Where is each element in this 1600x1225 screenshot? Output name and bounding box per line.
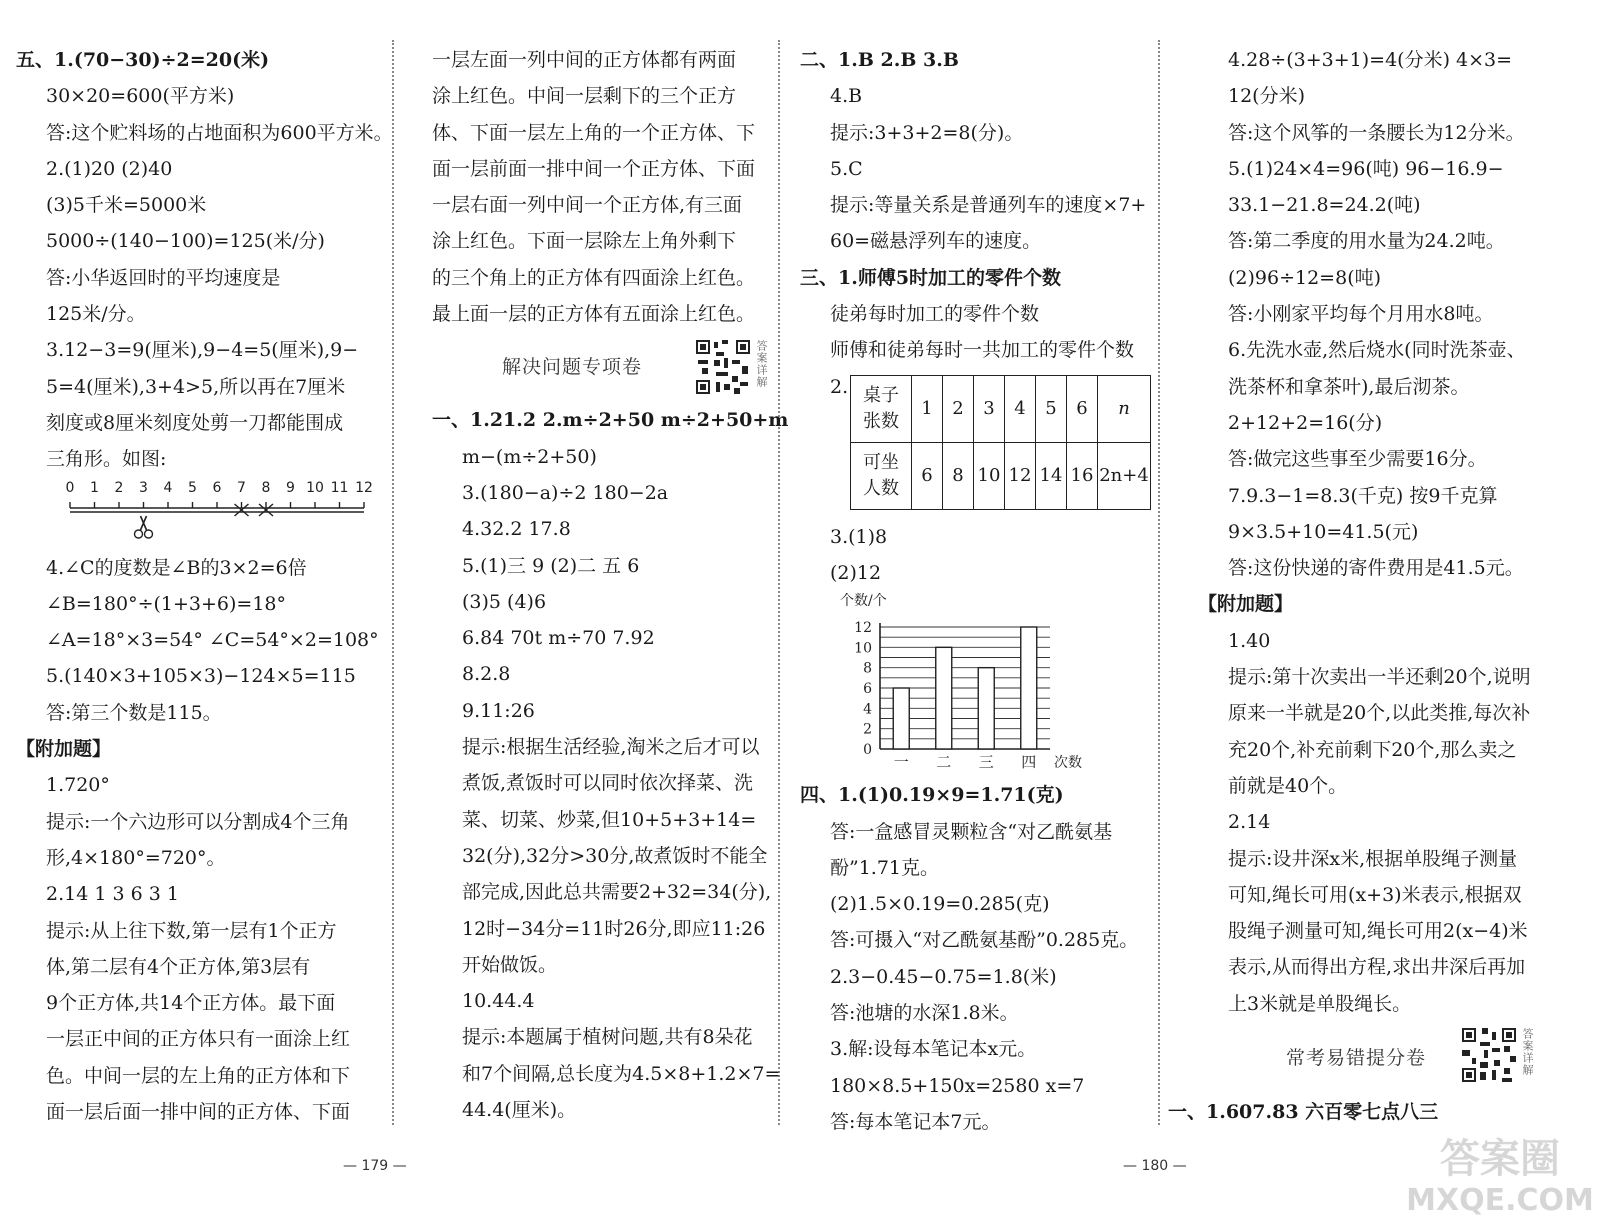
answer-line: 三、1.师傅5时加工的零件个数	[800, 266, 1062, 289]
hint-line: 菜、切菜、炒菜,但10+5+3+14=	[462, 808, 757, 831]
hint-line: 股绳子测量可知,绳长可用2(x−4)米	[1228, 920, 1528, 943]
answer-line: 5000÷(140−100)=125(米/分)	[46, 230, 325, 253]
bonus-heading: 【附加题】	[1198, 593, 1294, 616]
bar	[978, 668, 994, 749]
bar-chart	[800, 591, 1170, 777]
answer-line: 3.(180−a)÷2 180−2a	[462, 481, 669, 504]
hint-line: 开始做饭。	[462, 953, 558, 976]
hint-line: 提示:从上往下数,第一层有1个正方	[46, 919, 337, 942]
table-cell: 1	[912, 375, 943, 442]
page-number-left: — 179 —	[343, 1158, 407, 1174]
bonus-heading: 【附加题】	[16, 738, 112, 761]
answer-line: 一、1.607.83 六百零七点八三	[1168, 1101, 1439, 1124]
qr-code[interactable]	[1460, 1026, 1518, 1084]
answer-line: 6.84 70t m÷70 7.92	[462, 627, 655, 650]
answer-line: (3)5 (4)6	[462, 590, 547, 613]
answer-line: 12(分米)	[1228, 85, 1306, 108]
answer-line: 5.(1)三 9 (2)二 五 6	[462, 554, 640, 577]
answer-column-4	[1168, 42, 1594, 1130]
table-cell: 6	[1067, 375, 1098, 442]
answer-line: 5.C	[830, 157, 863, 180]
answer-line: 3.解:设每本笔记本x元。	[830, 1038, 1037, 1061]
hint-line: 形,4×180°=720°。	[46, 846, 226, 869]
answer-line: 二、1.B 2.B 3.B	[800, 49, 959, 71]
hint-line: 提示:一个六边形可以分割成4个三角	[46, 810, 350, 833]
column-divider-1	[392, 40, 394, 1125]
hint-line: 面一层前面一排中间一个正方体、下面	[432, 157, 756, 180]
y-tick-label: 4	[863, 701, 872, 718]
hint-line: 44.4(厘米)。	[462, 1099, 577, 1122]
answer-line: 33.1−21.8=24.2(吨)	[1228, 194, 1421, 217]
answer-column-3	[800, 42, 1170, 1140]
hint-line: 32(分),32分>30分,故煮饭时不能全	[462, 844, 768, 867]
answer-line: 9.11:26	[462, 699, 535, 722]
ruler-tick-label: 0	[65, 479, 75, 496]
answer-line: 2+12+2=16(分)	[1228, 411, 1383, 434]
x-tick-label: 四	[1021, 753, 1037, 772]
ruler-tick-label: 11	[330, 479, 349, 496]
hint-line: 和7个间隔,总长度为4.5×8+1.2×7=	[462, 1062, 781, 1085]
answer-line: 刻度或8厘米刻度处剪一刀都能围成	[46, 411, 344, 434]
answer-line: 5.(140×3+105×3)−124×5=115	[46, 665, 356, 688]
x-tick-label: 一	[893, 753, 909, 772]
hint-line: 前就是40个。	[1228, 774, 1348, 797]
hint-line: 提示:设井深x米,根据单股绳子测量	[1228, 847, 1518, 870]
y-tick-label: 2	[863, 721, 872, 738]
hint-line: 提示:3+3+2=8(分)。	[830, 121, 1024, 144]
answer-line: 4.∠C的度数是∠B的3×2=6倍	[46, 556, 307, 579]
page-number-right: — 180 —	[1123, 1158, 1187, 1174]
answer-line: 答:小刚家平均每个月用水8吨。	[1228, 303, 1494, 326]
ruler-tick-label: 4	[163, 479, 173, 496]
answer-line: 9×3.5+10=41.5(元)	[1228, 520, 1419, 543]
bar	[1021, 627, 1037, 749]
hint-line: 原来一半就是20个,以此类推,每次补	[1228, 702, 1531, 725]
table-cell: 16	[1067, 442, 1098, 509]
answer-line: 答:池塘的水深1.8米。	[830, 1002, 1019, 1025]
qr-code-icon	[1460, 1026, 1518, 1084]
answer-line: (2)12	[830, 561, 882, 584]
table-cell: 14	[1036, 442, 1067, 509]
answer-line: 一、1.21.2 2.m÷2+50 m÷2+50+m	[432, 409, 789, 432]
answer-line: ∠B=180°÷(1+3+6)=18°	[46, 592, 287, 615]
ruler-tick-label: 5	[188, 479, 197, 496]
table-row-header: 可坐 人数	[851, 442, 912, 509]
x-tick-label: 二	[936, 753, 952, 772]
answer-line: 2.	[830, 375, 849, 398]
svg-text:答案圈: 答案圈	[1440, 1136, 1560, 1182]
table-cell: 8	[943, 442, 974, 509]
answer-line: (2)96÷12=8(吨)	[1228, 266, 1382, 289]
answer-line: 答:小华返回时的平均速度是	[46, 266, 281, 289]
answer-line: 4.32.2 17.8	[462, 518, 571, 541]
hint-line: 可知,绳长可用(x+3)米表示,根据双	[1228, 883, 1522, 906]
ruler-tick-label: 9	[286, 479, 295, 496]
bar	[936, 648, 952, 750]
answer-line: 四、1.(1)0.19×9=1.71(克)	[800, 784, 1064, 807]
hint-line: 提示:本题属于植树问题,共有8朵花	[462, 1026, 753, 1049]
y-tick-label: 6	[863, 681, 872, 698]
answer-line: 3.12−3=9(厘米),9−4=5(厘米),9−	[46, 339, 359, 362]
table-cell: 5	[1036, 375, 1067, 442]
answer-line: 7.9.3−1=8.3(千克) 按9千克算	[1228, 484, 1498, 507]
answer-line: 2.14	[1228, 811, 1271, 834]
table-cell: 12	[1005, 442, 1036, 509]
y-axis-label: 个数/个	[840, 593, 887, 610]
ruler-tick-label: 3	[139, 479, 148, 496]
answer-line: 答:第二季度的用水量为24.2吨。	[1228, 230, 1505, 253]
answer-line: 4.B	[830, 85, 863, 108]
y-tick-label: 0	[863, 742, 872, 759]
hint-line: 60=磁悬浮列车的速度。	[830, 230, 1042, 253]
hint-line: 的三个角上的正方体有四面涂上红色。	[432, 266, 756, 289]
hint-line: 一层左面一列中间的正方体都有两面	[432, 49, 737, 71]
hint-line: 9个正方体,共14个正方体。最下面	[46, 992, 336, 1015]
tables-people-table	[850, 375, 1151, 510]
svg-text:MXQE.COM: MXQE.COM	[1406, 1183, 1594, 1218]
hint-line: 面一层后面一排中间的正方体、下面	[46, 1101, 351, 1124]
answer-line: (2)1.5×0.19=0.285(克)	[830, 893, 1050, 916]
ruler-tick-label: 2	[114, 479, 124, 496]
hint-line: 提示:等量关系是普通列车的速度×7+	[830, 194, 1147, 217]
answer-line: 徒弟每时加工的零件个数	[830, 303, 1040, 326]
answer-line: m−(m÷2+50)	[462, 445, 597, 468]
ruler-tick-label: 1	[90, 479, 99, 496]
answer-line: (3)5千米=5000米	[46, 194, 207, 217]
hint-line: 表示,从而得出方程,求出井深后再加	[1228, 956, 1526, 979]
qr-code-icon	[694, 338, 752, 396]
x-axis-label: 次数	[1054, 755, 1082, 772]
hint-line: 体,第二层有4个正方体,第3层有	[46, 955, 311, 978]
answer-line: 1.40	[1228, 629, 1271, 652]
table-cell: 2n+4	[1098, 442, 1151, 509]
answer-line: 答:这个贮料场的占地面积为600平方米。	[46, 121, 393, 144]
hint-line: 一层右面一列中间一个正方体,有三面	[432, 194, 743, 217]
section-title: 解决问题专项卷	[501, 356, 642, 379]
hint-line: 提示:根据生活经验,淘米之后才可以	[462, 736, 760, 759]
answer-line: 五、1.(70−30)÷2=20(米)	[16, 49, 270, 71]
answer-line: 酚”1.71克。	[830, 856, 940, 879]
table-cell: n	[1098, 375, 1151, 442]
hint-line: 色。中间一层的左上角的正方体和下	[46, 1064, 351, 1087]
answer-line: 答:可摄入“对乙酰氨基酚”0.285克。	[830, 929, 1139, 952]
hint-line: 最上面一层的正方体有五面涂上红色。	[432, 303, 756, 326]
hint-line: 充20个,补充前剩下20个,那么卖之	[1228, 738, 1517, 761]
section-header	[432, 332, 792, 402]
answer-line: 10.44.4	[462, 990, 535, 1013]
answer-line: 125米/分。	[46, 303, 146, 326]
qr-code[interactable]	[694, 338, 752, 396]
answer-line: 8.2.8	[462, 663, 511, 686]
x-tick-label: 三	[978, 753, 994, 772]
ruler-tick-label: 10	[306, 479, 324, 496]
table-cell: 10	[974, 442, 1005, 509]
answer-line: 答:做完这些事至少需要16分。	[1228, 448, 1487, 471]
section-header	[1198, 1022, 1594, 1094]
answer-line: 4.28÷(3+3+1)=4(分米) 4×3=	[1228, 49, 1513, 71]
y-tick-label: 12	[854, 620, 872, 637]
answer-line: 答:每本笔记本7元。	[830, 1110, 1001, 1133]
scissors-icon	[135, 516, 153, 538]
answer-line: 5.(1)24×4=96(吨) 96−16.9−	[1228, 157, 1504, 180]
answer-line: 师傅和徒弟每时一共加工的零件个数	[830, 339, 1135, 362]
section-title: 常考易错提分卷	[1285, 1047, 1426, 1070]
watermark-logo	[1405, 1130, 1595, 1220]
ruler-figure	[60, 478, 380, 548]
answer-line: 三角形。如图:	[46, 448, 167, 471]
answer-line: 答:一盒感冒灵颗粒含“对乙酰氨基	[830, 820, 1113, 843]
ruler-tick-label: 8	[261, 479, 271, 496]
table-block	[800, 369, 1170, 519]
answer-line: 答:第三个数是115。	[46, 701, 222, 724]
answer-line: 2.14 1 3 6 3 1	[46, 883, 179, 906]
answer-line: 180×8.5+150x=2580 x=7	[830, 1074, 1085, 1097]
answer-line: 3.(1)8	[830, 525, 888, 548]
table-row-header: 桌子 张数	[851, 375, 912, 442]
hint-line: 12时−34分=11时26分,即应11:26	[462, 917, 766, 940]
ruler-tick-label: 7	[237, 479, 246, 496]
answer-line: 5=4(厘米),3+4>5,所以再在7厘米	[46, 375, 346, 398]
answer-column-1	[16, 42, 392, 1130]
answer-line: ∠A=18°×3=54° ∠C=54°×2=108°	[46, 629, 379, 652]
ruler-diagram	[16, 478, 392, 550]
bar	[893, 688, 909, 749]
hint-line: 上3米就是单股绳长。	[1228, 992, 1412, 1015]
hint-line: 涂上红色。下面一层除左上角外剩下	[432, 230, 737, 253]
answer-line: 答:这份快递的寄件费用是41.5元。	[1228, 557, 1524, 580]
y-tick-label: 8	[863, 660, 872, 677]
table-row	[851, 442, 1151, 509]
answer-column-2	[432, 42, 792, 1128]
table-cell: 3	[974, 375, 1005, 442]
table-cell: 6	[912, 442, 943, 509]
hint-line: 部完成,因此总共需要2+32=34(分),	[462, 881, 772, 904]
table-row	[851, 375, 1151, 442]
hint-line: 涂上红色。中间一层剩下的三个正方	[432, 85, 737, 108]
bar-chart-svg	[840, 591, 1100, 771]
answer-line: 2.(1)20 (2)40	[46, 157, 173, 180]
answer-line: 1.720°	[46, 774, 110, 797]
qr-caption: 答案详解	[755, 340, 768, 389]
ruler-tick-label: 12	[355, 479, 373, 496]
hint-line: 体、下面一层左上角的一个正方体、下	[432, 121, 756, 144]
answer-line: 答:这个风筝的一条腰长为12分米。	[1228, 121, 1525, 144]
ruler-tick-label: 6	[212, 479, 222, 496]
hint-line: 提示:第十次卖出一半还剩20个,说明	[1228, 666, 1531, 689]
qr-caption: 答案详解	[1521, 1028, 1534, 1077]
answer-line: 2.3−0.45−0.75=1.8(米)	[830, 965, 1057, 988]
answer-line: 30×20=600(平方米)	[46, 85, 235, 108]
hint-line: 煮饭,煮饭时可以同时依次择菜、洗	[462, 772, 754, 795]
table-cell: 2	[943, 375, 974, 442]
table-cell: 4	[1005, 375, 1036, 442]
y-tick-label: 10	[854, 640, 872, 657]
answer-line: 6.先洗水壶,然后烧水(同时洗茶壶、	[1228, 339, 1526, 362]
answer-line: 洗茶杯和拿茶叶),最后沏茶。	[1228, 375, 1470, 398]
hint-line: 一层正中间的正方体只有一面涂上红	[46, 1028, 351, 1051]
